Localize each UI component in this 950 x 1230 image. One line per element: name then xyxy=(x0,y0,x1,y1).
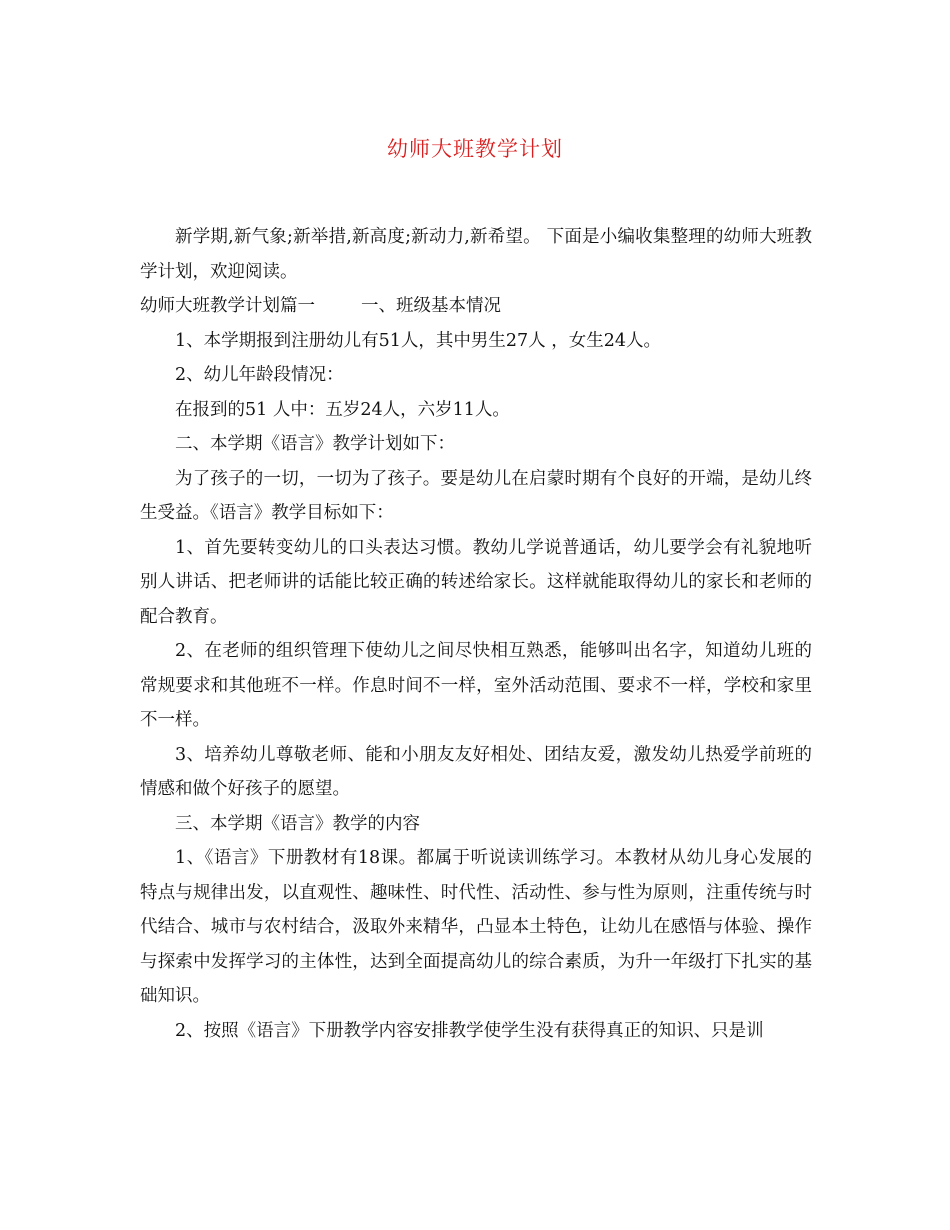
paragraph-content-1: 1、《语言》下册教材有18课。都属于听说读训练学习。本教材从幼儿身心发展的特点与规律出发，以直观性、趣味性、时代性、活动性、参与性为原则，注重传统与时代结合、城市与农村结合，汲取外来精华，凸显本土特色，让幼儿在感悟与体验、操作与探索中发挥学习的主体性，达到全面提高幼儿的综合素质，为升一年级打下扎实的基础知识。 xyxy=(140,848,812,1006)
paragraph-goals-intro: 为了孩子的一切，一切为了孩子。要是幼儿在启蒙时期有个良好的开端，是幼儿终生受益。《语言》教学目标如下： xyxy=(140,468,812,523)
paragraph-age-detail: 在报到的51 人中：五岁24人，六岁11人。 xyxy=(175,399,510,420)
document-body xyxy=(140,220,812,1048)
paragraph-enrollment: 1、本学期报到注册幼儿有51人，其中男生27人 ，女生24人。 xyxy=(175,330,661,351)
intro-paragraph: 新学期,新气象;新举措,新高度;新动力,新希望。 下面是小编收集整理的幼师大班教学计划，欢迎阅读。 xyxy=(140,227,812,282)
paragraph-goal-3: 3、培养幼儿尊敬老师、能和小朋友友好相处、团结友爱，激发幼儿热爱学前班的情感和做个好孩子的愿望。 xyxy=(140,744,812,799)
section-heading-3: 三、本学期《语言》教学的内容 xyxy=(175,813,420,834)
document-title: 幼师大班教学计划 xyxy=(387,137,563,161)
section-label: 幼师大班教学计划篇一 xyxy=(140,296,315,316)
paragraph-content-2: 2、按照《语言》下册教学内容安排教学使学生没有获得真正的知识、只是训 xyxy=(175,1020,764,1041)
section-line xyxy=(140,289,812,324)
paragraph-age-heading: 2、幼儿年龄段情况： xyxy=(175,365,344,385)
section-heading-2: 二、本学期《语言》教学计划如下： xyxy=(175,434,455,454)
paragraph-goal-2: 2、在老师的组织管理下使幼儿之间尽快相互熟悉，能够叫出名字，知道幼儿班的常规要求和其他班不一样。作息时间不一样，室外活动范围、要求不一样，学校和家里不一样。 xyxy=(140,641,812,730)
section-heading-1: 一、班级基本情况 xyxy=(361,296,501,316)
paragraph-goal-1: 1、首先要转变幼儿的口头表达习惯。教幼儿学说普通话，幼儿要学会有礼貌地听别人讲话、把老师讲的话能比较正确的转述给家长。这样就能取得幼儿的家长和老师的配合教育。 xyxy=(140,537,812,627)
